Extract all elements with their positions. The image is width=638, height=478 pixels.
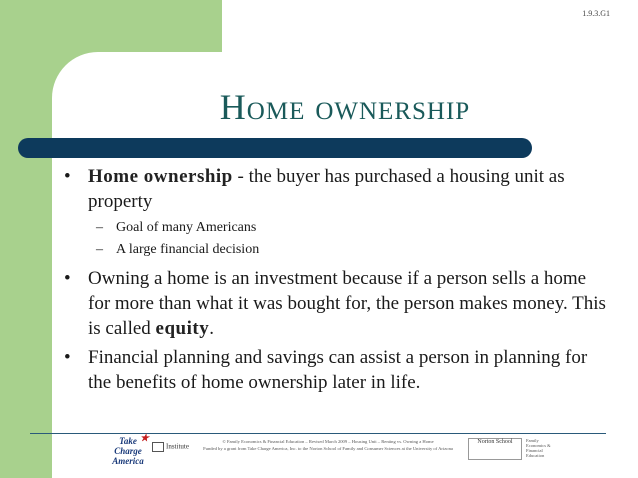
dash-icon: –	[96, 242, 103, 257]
sub-item	[30, 218, 610, 238]
term-keyword: equity	[155, 318, 210, 339]
footer-funding: Funded by a grant from Take Charge America, Inc. to the Norton School of Family and Consumer Sciences at the University of Arizona	[203, 446, 453, 451]
slide-title: Home ownership	[219, 87, 471, 127]
sub-item-text: Goal of many Americans	[116, 220, 257, 235]
sub-item-text: A large financial decision	[116, 242, 260, 257]
bullet-dot-icon: •	[64, 166, 71, 187]
slide-content	[30, 164, 610, 399]
bullet-item	[30, 266, 610, 341]
bullet-text: - the buyer has purchased a housing unit as property	[88, 166, 565, 212]
institute-mark-icon	[152, 442, 164, 452]
term-keyword: Home ownership	[88, 166, 233, 187]
bullet-item	[30, 164, 610, 214]
slide-code: 1.9.3.G1	[582, 9, 610, 18]
norton-school-logo	[468, 438, 522, 460]
fefe-logo	[526, 438, 554, 458]
institute-logo	[152, 442, 196, 454]
sub-item	[30, 240, 610, 260]
logo-text: Institute	[166, 442, 189, 451]
title-underline-bar	[18, 138, 532, 158]
footer-copyright: © Family Economics & Financial Education – Revised March 2009 – Housing Unit – Renting vs. Owning a Home	[222, 439, 434, 444]
footer-divider	[30, 433, 606, 434]
footer-credits	[200, 438, 456, 452]
logo-text: Norton School	[477, 439, 513, 445]
bullet-text: Owning a home is an investment because if a person sells a home for more than what it was bought for, the person makes money. This is called	[88, 268, 606, 339]
logo-text: Family Economics & Financial Education	[526, 438, 551, 458]
bullet-dot-icon: •	[64, 347, 71, 368]
footer	[108, 433, 551, 466]
bullet-text-end: .	[209, 318, 214, 339]
logo-text: Take Charge America	[112, 436, 144, 466]
bullet-item	[30, 345, 610, 395]
bullet-dot-icon: •	[64, 268, 71, 289]
star-icon: ★	[140, 433, 149, 444]
dash-icon: –	[96, 220, 103, 235]
bullet-text: Financial planning and savings can assist a person in planning for the benefits of home ownership later in life.	[88, 347, 588, 393]
take-charge-america-logo	[108, 433, 149, 466]
